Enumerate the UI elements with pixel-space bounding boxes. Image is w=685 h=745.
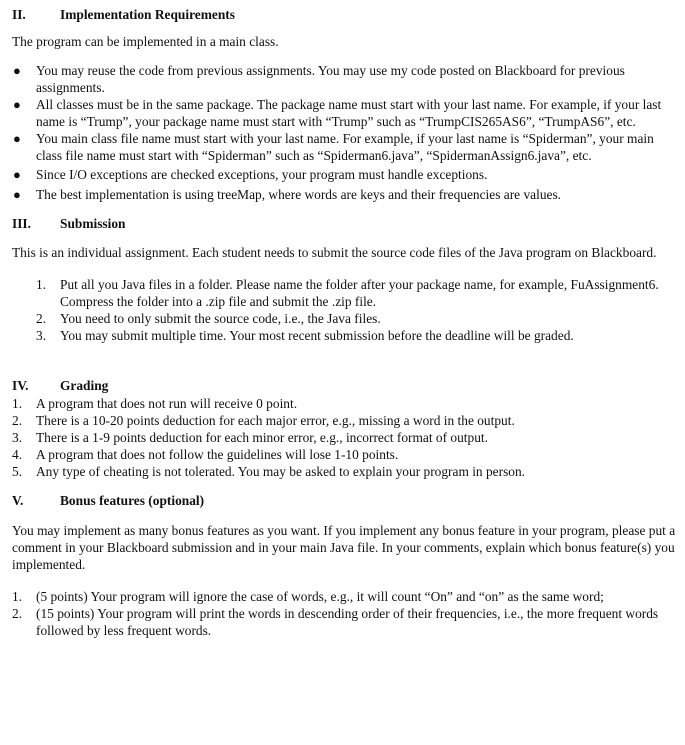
- list-item: 3. You may submit multiple time. Your most recent submission before the deadline will be graded.: [36, 328, 574, 343]
- list-item: 1. (5 points) Your program will ignore the case of words, e.g., it will count “On” and “on” as the same word;: [12, 589, 604, 604]
- section-number: III.: [12, 215, 31, 231]
- list-item: 5. Any type of cheating is not tolerated. You may be asked to explain your program in person.: [12, 464, 526, 479]
- bullet-icon: ●: [13, 167, 21, 182]
- list-item: ● Since I/O exceptions are checked exceptions, your program must handle exceptions.: [13, 167, 488, 182]
- section-intro: The program can be implemented in a main class.: [12, 34, 279, 49]
- list-item: 2. (15 points) Your program will print the words in descending order of their frequencies, i.e., the more frequent words followed by less frequent words.: [12, 606, 659, 638]
- list-item: ● All classes must be in the same package. The package name must start with your last name. For example, if your last name is “Trump”, your package name must start with “Trump” such as “TrumpCIS265AS6”, “TrumpAS6”, etc.: [13, 97, 662, 129]
- bonus-list: [12, 588, 676, 639]
- list-item: 2. There is a 10-20 points deduction for each major error, e.g., missing a word in the output.: [12, 413, 515, 428]
- submission-list: [12, 276, 676, 344]
- section-title: Implementation Requirements: [60, 6, 235, 22]
- bullet-icon: ●: [13, 131, 21, 146]
- list-item: 2. You need to only submit the source code, i.e., the Java files.: [36, 311, 381, 326]
- document-page: [12, 4, 676, 639]
- list-item: 4. A program that does not follow the guidelines will lose 1-10 points.: [12, 447, 399, 462]
- section-number: IV.: [12, 377, 29, 393]
- requirements-list: [12, 62, 676, 203]
- section-heading-bonus: [12, 490, 676, 510]
- section-intro: You may implement as many bonus features as you want. If you implement any bonus feature in your program, please put a comment in your Blackboard submission and in your main Java file. In your comments, explain which bonus feature(s) you implemented.: [12, 523, 676, 572]
- bullet-icon: ●: [13, 63, 21, 78]
- section-title: Bonus features (optional): [60, 492, 205, 508]
- section-intro: This is an individual assignment. Each student needs to submit the source code files of the Java program on Blackboard.: [12, 245, 657, 260]
- section-title: Submission: [60, 215, 126, 231]
- section-title: Grading: [60, 377, 109, 393]
- list-item: 1. A program that does not run will receive 0 point.: [12, 396, 298, 411]
- list-item: ● You main class file name must start with your last name. For example, if your last name is “Spiderman”, your main class file name must start with “Spiderman” such as “Spiderman6.java”, “SpidermanAssign6.java”, etc.: [13, 131, 654, 163]
- list-item: 1. Put all you Java files in a folder. Please name the folder after your package name, for example, FuAssignment6. Compress the folder into a .zip file and submit the .zip file.: [36, 277, 659, 309]
- section-heading-implementation: [12, 4, 676, 24]
- list-item: ● The best implementation is using treeMap, where words are keys and their frequencies are values.: [13, 187, 562, 202]
- grading-list: [12, 395, 676, 480]
- list-item: ● You may reuse the code from previous assignments. You may use my code posted on Blackboard for previous assignments.: [13, 63, 625, 95]
- section-heading-grading: [12, 375, 676, 395]
- section-number: V.: [12, 492, 24, 508]
- list-item: 3. There is a 1-9 points deduction for each minor error, e.g., incorrect format of output.: [12, 430, 488, 445]
- section-number: II.: [12, 6, 26, 22]
- bullet-icon: ●: [13, 97, 21, 112]
- bullet-icon: ●: [13, 187, 21, 202]
- section-heading-submission: [12, 213, 676, 233]
